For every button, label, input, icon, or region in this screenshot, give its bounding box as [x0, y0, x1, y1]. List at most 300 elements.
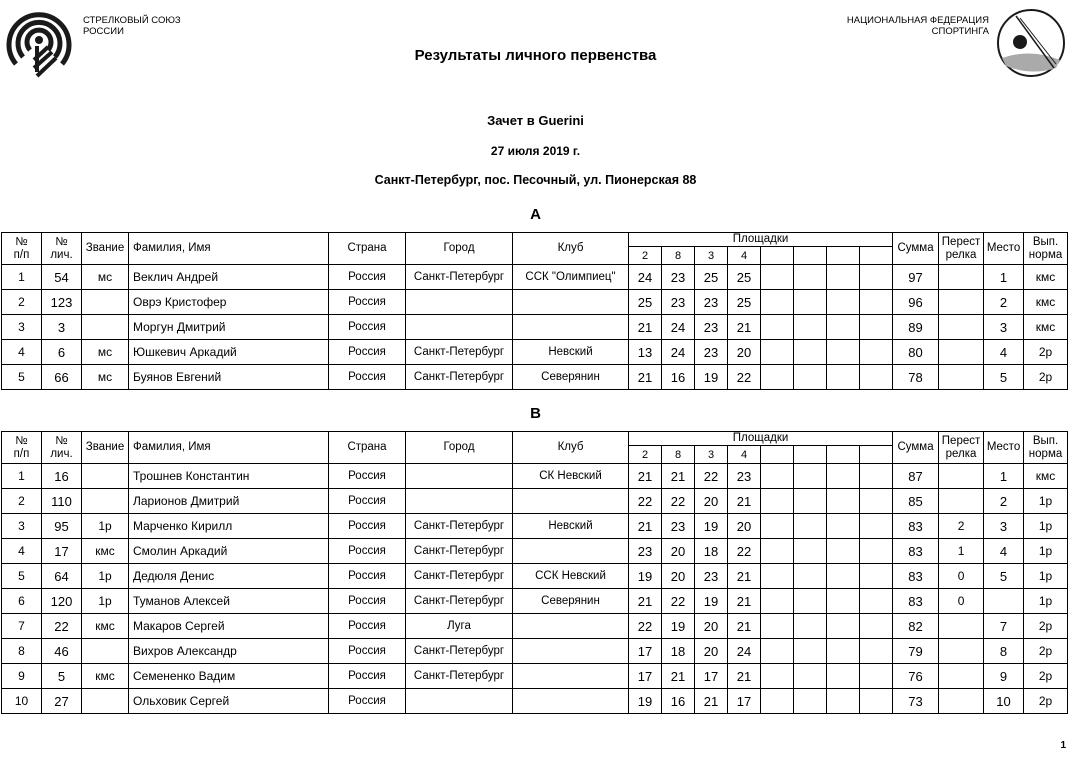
cell-club	[513, 489, 629, 514]
cell-score	[761, 514, 794, 539]
cell-norm: 1р	[1024, 539, 1068, 564]
col-header-rank: Звание	[82, 233, 129, 265]
cell-score: 21	[728, 614, 761, 639]
cell-norm: 2р	[1024, 614, 1068, 639]
cell-score: 17	[629, 664, 662, 689]
table-row	[2, 464, 1068, 489]
cell-name: Смолин Аркадий	[129, 539, 329, 564]
area-number: 2	[629, 247, 662, 265]
cell-country: Россия	[329, 489, 406, 514]
cell-club: ССК Невский	[513, 564, 629, 589]
cell-score: 23	[728, 464, 761, 489]
area-number: 4	[728, 247, 761, 265]
cell-np: 3	[2, 514, 42, 539]
cell-club: СК Невский	[513, 464, 629, 489]
cell-np: 10	[2, 689, 42, 714]
cell-score: 16	[662, 689, 695, 714]
cell-license: 6	[42, 340, 82, 365]
cell-sum: 79	[893, 639, 939, 664]
cell-np: 6	[2, 589, 42, 614]
cell-shootoff: 0	[939, 564, 984, 589]
col-header-areas: Площадки	[629, 432, 893, 446]
cell-score: 22	[728, 539, 761, 564]
cell-shootoff	[939, 464, 984, 489]
cell-place: 2	[984, 489, 1024, 514]
col-header-np: № п/п	[2, 233, 42, 265]
results-table-group-b	[1, 431, 1068, 714]
cell-score: 21	[662, 664, 695, 689]
area-number: 2	[629, 446, 662, 464]
cell-score	[761, 639, 794, 664]
cell-score: 21	[728, 589, 761, 614]
cell-club: Невский	[513, 514, 629, 539]
cell-score: 21	[728, 564, 761, 589]
cell-sum: 83	[893, 514, 939, 539]
cell-city: Санкт-Петербург	[406, 265, 513, 290]
cell-sum: 96	[893, 290, 939, 315]
cell-club: Северянин	[513, 365, 629, 390]
cell-score: 16	[662, 365, 695, 390]
table-row	[2, 489, 1068, 514]
cell-score	[827, 664, 860, 689]
cell-score	[794, 489, 827, 514]
cell-score: 25	[695, 265, 728, 290]
cell-name: Трошнев Константин	[129, 464, 329, 489]
cell-shootoff	[939, 365, 984, 390]
cell-rank	[82, 689, 129, 714]
cell-np: 1	[2, 265, 42, 290]
cell-place	[984, 589, 1024, 614]
table-header-row	[2, 432, 1068, 446]
cell-sum: 83	[893, 589, 939, 614]
cell-score: 19	[695, 365, 728, 390]
cell-shootoff	[939, 664, 984, 689]
cell-score	[827, 614, 860, 639]
col-header-club: Клуб	[513, 432, 629, 464]
cell-score: 23	[695, 315, 728, 340]
cell-club: Северянин	[513, 589, 629, 614]
table-row	[2, 614, 1068, 639]
cell-np: 4	[2, 539, 42, 564]
cell-score: 19	[695, 514, 728, 539]
cell-country: Россия	[329, 614, 406, 639]
cell-place: 1	[984, 265, 1024, 290]
cell-score	[794, 340, 827, 365]
cell-place: 10	[984, 689, 1024, 714]
area-number: 3	[695, 446, 728, 464]
cell-score	[794, 290, 827, 315]
area-number	[860, 446, 893, 464]
cell-np: 8	[2, 639, 42, 664]
cell-name: Ларионов Дмитрий	[129, 489, 329, 514]
cell-score: 21	[629, 589, 662, 614]
cell-name: Марченко Кирилл	[129, 514, 329, 539]
cell-shootoff	[939, 489, 984, 514]
cell-score	[860, 365, 893, 390]
cell-license: 123	[42, 290, 82, 315]
cell-norm: 1р	[1024, 589, 1068, 614]
results-table-group-a	[1, 232, 1068, 390]
cell-name: Ольховик Сергей	[129, 689, 329, 714]
cell-score	[761, 564, 794, 589]
cell-score	[761, 340, 794, 365]
table-row	[2, 365, 1068, 390]
cell-rank	[82, 489, 129, 514]
competition-subtitle: Зачет в Guerini	[487, 113, 584, 128]
col-header-name: Фамилия, Имя	[129, 233, 329, 265]
cell-norm: 2р	[1024, 664, 1068, 689]
cell-sum: 80	[893, 340, 939, 365]
table-row	[2, 689, 1068, 714]
table-row	[2, 290, 1068, 315]
cell-score	[860, 664, 893, 689]
cell-shootoff	[939, 315, 984, 340]
cell-np: 9	[2, 664, 42, 689]
cell-score: 25	[728, 265, 761, 290]
col-header-sum: Сумма	[893, 233, 939, 265]
cell-place: 1	[984, 464, 1024, 489]
cell-score	[860, 315, 893, 340]
col-header-areas: Площадки	[629, 233, 893, 247]
col-header-sum: Сумма	[893, 432, 939, 464]
page-number: 1	[1060, 740, 1066, 751]
cell-rank	[82, 639, 129, 664]
cell-name: Оврэ Кристофер	[129, 290, 329, 315]
cell-name: Веклич Андрей	[129, 265, 329, 290]
cell-score: 20	[728, 340, 761, 365]
area-number	[827, 247, 860, 265]
cell-score: 25	[629, 290, 662, 315]
cell-score: 18	[662, 639, 695, 664]
area-number	[860, 247, 893, 265]
cell-score	[794, 614, 827, 639]
cell-score: 24	[728, 639, 761, 664]
cell-score	[794, 589, 827, 614]
cell-score	[794, 315, 827, 340]
cell-score: 22	[728, 365, 761, 390]
cell-rank: 1р	[82, 514, 129, 539]
cell-name: Семененко Вадим	[129, 664, 329, 689]
page-title: Результаты личного первенства	[414, 47, 657, 64]
cell-shootoff	[939, 265, 984, 290]
col-header-np: № п/п	[2, 432, 42, 464]
col-header-norm: Вып. норма	[1024, 432, 1068, 464]
table-row	[2, 514, 1068, 539]
cell-np: 5	[2, 365, 42, 390]
area-number	[761, 446, 794, 464]
table-row	[2, 589, 1068, 614]
cell-rank: кмс	[82, 664, 129, 689]
cell-score: 23	[662, 514, 695, 539]
cell-country: Россия	[329, 589, 406, 614]
cell-score	[761, 365, 794, 390]
cell-country: Россия	[329, 265, 406, 290]
cell-score	[761, 290, 794, 315]
table-row	[2, 539, 1068, 564]
cell-city: Санкт-Петербург	[406, 365, 513, 390]
cell-score: 23	[662, 290, 695, 315]
col-header-place: Место	[984, 233, 1024, 265]
cell-rank: мс	[82, 340, 129, 365]
cell-score: 22	[662, 589, 695, 614]
cell-city	[406, 290, 513, 315]
table-header-row	[2, 233, 1068, 247]
cell-score: 22	[662, 489, 695, 514]
col-header-shootoff: Перест релка	[939, 233, 984, 265]
cell-name: Туманов Алексей	[129, 589, 329, 614]
cell-club: ССК "Олимпиец"	[513, 265, 629, 290]
area-number: 3	[695, 247, 728, 265]
col-header-name: Фамилия, Имя	[129, 432, 329, 464]
cell-place: 4	[984, 539, 1024, 564]
cell-country: Россия	[329, 564, 406, 589]
col-header-license: № лич.	[42, 432, 82, 464]
cell-club	[513, 689, 629, 714]
cell-country: Россия	[329, 315, 406, 340]
cell-score	[860, 539, 893, 564]
cell-place: 7	[984, 614, 1024, 639]
cell-rank	[82, 464, 129, 489]
cell-score: 19	[662, 614, 695, 639]
area-number: 8	[662, 247, 695, 265]
cell-license: 64	[42, 564, 82, 589]
cell-score	[860, 689, 893, 714]
cell-country: Россия	[329, 664, 406, 689]
event-location: Санкт-Петербург, пос. Песочный, ул. Пионерская 88	[374, 173, 697, 187]
cell-score	[860, 564, 893, 589]
area-number	[827, 446, 860, 464]
cell-score: 24	[662, 340, 695, 365]
cell-sum: 87	[893, 464, 939, 489]
cell-club	[513, 614, 629, 639]
cell-score: 20	[695, 639, 728, 664]
cell-score	[761, 464, 794, 489]
cell-score	[761, 489, 794, 514]
cell-score	[827, 265, 860, 290]
shooting-union-logo	[4, 2, 74, 80]
cell-score: 23	[695, 340, 728, 365]
cell-norm: 2р	[1024, 689, 1068, 714]
cell-country: Россия	[329, 689, 406, 714]
cell-score	[794, 464, 827, 489]
cell-name: Юшкевич Аркадий	[129, 340, 329, 365]
cell-score	[794, 365, 827, 390]
cell-norm: 2р	[1024, 365, 1068, 390]
cell-score	[827, 464, 860, 489]
cell-country: Россия	[329, 340, 406, 365]
col-header-shootoff: Перест релка	[939, 432, 984, 464]
cell-score	[860, 489, 893, 514]
area-number	[794, 446, 827, 464]
cell-score: 21	[629, 464, 662, 489]
cell-score: 21	[728, 664, 761, 689]
col-header-city: Город	[406, 233, 513, 265]
cell-name: Дедюля Денис	[129, 564, 329, 589]
cell-club	[513, 639, 629, 664]
cell-shootoff	[939, 689, 984, 714]
cell-country: Россия	[329, 514, 406, 539]
cell-score	[827, 315, 860, 340]
cell-score: 19	[695, 589, 728, 614]
cell-rank: кмс	[82, 539, 129, 564]
cell-score	[827, 639, 860, 664]
cell-norm: кмс	[1024, 464, 1068, 489]
cell-rank: 1р	[82, 564, 129, 589]
cell-score	[761, 689, 794, 714]
cell-sum: 83	[893, 564, 939, 589]
cell-license: 46	[42, 639, 82, 664]
cell-score	[761, 265, 794, 290]
cell-score: 24	[662, 315, 695, 340]
cell-np: 1	[2, 464, 42, 489]
cell-country: Россия	[329, 639, 406, 664]
cell-city: Санкт-Петербург	[406, 589, 513, 614]
cell-name: Вихров Александр	[129, 639, 329, 664]
cell-place: 9	[984, 664, 1024, 689]
cell-score: 22	[629, 614, 662, 639]
cell-license: 110	[42, 489, 82, 514]
cell-score	[827, 514, 860, 539]
cell-club	[513, 290, 629, 315]
table-row	[2, 265, 1068, 290]
cell-shootoff	[939, 340, 984, 365]
cell-rank: 1р	[82, 589, 129, 614]
cell-score	[761, 539, 794, 564]
cell-score: 17	[695, 664, 728, 689]
area-number: 8	[662, 446, 695, 464]
cell-score	[794, 539, 827, 564]
col-header-norm: Вып. норма	[1024, 233, 1068, 265]
cell-score: 21	[629, 315, 662, 340]
cell-score: 20	[695, 489, 728, 514]
cell-club: Невский	[513, 340, 629, 365]
area-number	[761, 247, 794, 265]
cell-sum: 83	[893, 539, 939, 564]
cell-score	[827, 564, 860, 589]
area-number: 4	[728, 446, 761, 464]
col-header-place: Место	[984, 432, 1024, 464]
group-label-b: В	[530, 405, 541, 422]
cell-city: Луга	[406, 614, 513, 639]
cell-rank: мс	[82, 265, 129, 290]
cell-score: 21	[629, 514, 662, 539]
cell-city: Санкт-Петербург	[406, 564, 513, 589]
cell-sum: 78	[893, 365, 939, 390]
cell-np: 4	[2, 340, 42, 365]
cell-score: 25	[728, 290, 761, 315]
cell-place: 4	[984, 340, 1024, 365]
cell-score: 22	[629, 489, 662, 514]
cell-sum: 76	[893, 664, 939, 689]
table-row	[2, 564, 1068, 589]
cell-score	[860, 464, 893, 489]
cell-score: 23	[629, 539, 662, 564]
cell-norm: 2р	[1024, 639, 1068, 664]
cell-score	[827, 589, 860, 614]
cell-license: 16	[42, 464, 82, 489]
cell-score: 13	[629, 340, 662, 365]
cell-city: Санкт-Петербург	[406, 514, 513, 539]
cell-shootoff	[939, 290, 984, 315]
cell-score	[794, 664, 827, 689]
cell-np: 5	[2, 564, 42, 589]
cell-score	[794, 564, 827, 589]
col-header-license: № лич.	[42, 233, 82, 265]
cell-score: 20	[662, 564, 695, 589]
col-header-country: Страна	[329, 432, 406, 464]
cell-np: 7	[2, 614, 42, 639]
cell-score: 23	[695, 290, 728, 315]
cell-license: 27	[42, 689, 82, 714]
cell-place: 5	[984, 365, 1024, 390]
cell-license: 22	[42, 614, 82, 639]
cell-np: 2	[2, 290, 42, 315]
cell-score	[827, 539, 860, 564]
cell-score	[761, 589, 794, 614]
cell-norm: кмс	[1024, 290, 1068, 315]
cell-city: Санкт-Петербург	[406, 340, 513, 365]
cell-sum: 97	[893, 265, 939, 290]
cell-np: 3	[2, 315, 42, 340]
cell-score	[761, 315, 794, 340]
cell-place: 3	[984, 315, 1024, 340]
cell-norm: кмс	[1024, 315, 1068, 340]
cell-name: Буянов Евгений	[129, 365, 329, 390]
cell-city	[406, 464, 513, 489]
cell-shootoff	[939, 639, 984, 664]
cell-shootoff	[939, 614, 984, 639]
cell-license: 54	[42, 265, 82, 290]
table-row	[2, 639, 1068, 664]
cell-score	[860, 614, 893, 639]
cell-norm: 2р	[1024, 340, 1068, 365]
cell-place: 2	[984, 290, 1024, 315]
event-date: 27 июля 2019 г.	[490, 144, 581, 158]
cell-score	[827, 689, 860, 714]
cell-score: 20	[662, 539, 695, 564]
cell-shootoff: 2	[939, 514, 984, 539]
table-row	[2, 664, 1068, 689]
cell-club	[513, 539, 629, 564]
cell-score: 17	[629, 639, 662, 664]
cell-city: Санкт-Петербург	[406, 539, 513, 564]
cell-norm: 1р	[1024, 514, 1068, 539]
cell-score	[860, 290, 893, 315]
cell-place: 8	[984, 639, 1024, 664]
cell-score: 21	[629, 365, 662, 390]
area-number	[794, 247, 827, 265]
cell-country: Россия	[329, 290, 406, 315]
cell-country: Россия	[329, 365, 406, 390]
cell-city	[406, 315, 513, 340]
cell-score: 23	[695, 564, 728, 589]
cell-country: Россия	[329, 464, 406, 489]
cell-place: 5	[984, 564, 1024, 589]
cell-license: 120	[42, 589, 82, 614]
cell-score	[860, 589, 893, 614]
cell-np: 2	[2, 489, 42, 514]
cell-score: 23	[662, 265, 695, 290]
cell-shootoff: 0	[939, 589, 984, 614]
cell-license: 66	[42, 365, 82, 390]
cell-score	[761, 614, 794, 639]
cell-score	[794, 689, 827, 714]
cell-shootoff: 1	[939, 539, 984, 564]
cell-score	[860, 639, 893, 664]
cell-score	[794, 514, 827, 539]
cell-score	[860, 514, 893, 539]
cell-rank	[82, 315, 129, 340]
